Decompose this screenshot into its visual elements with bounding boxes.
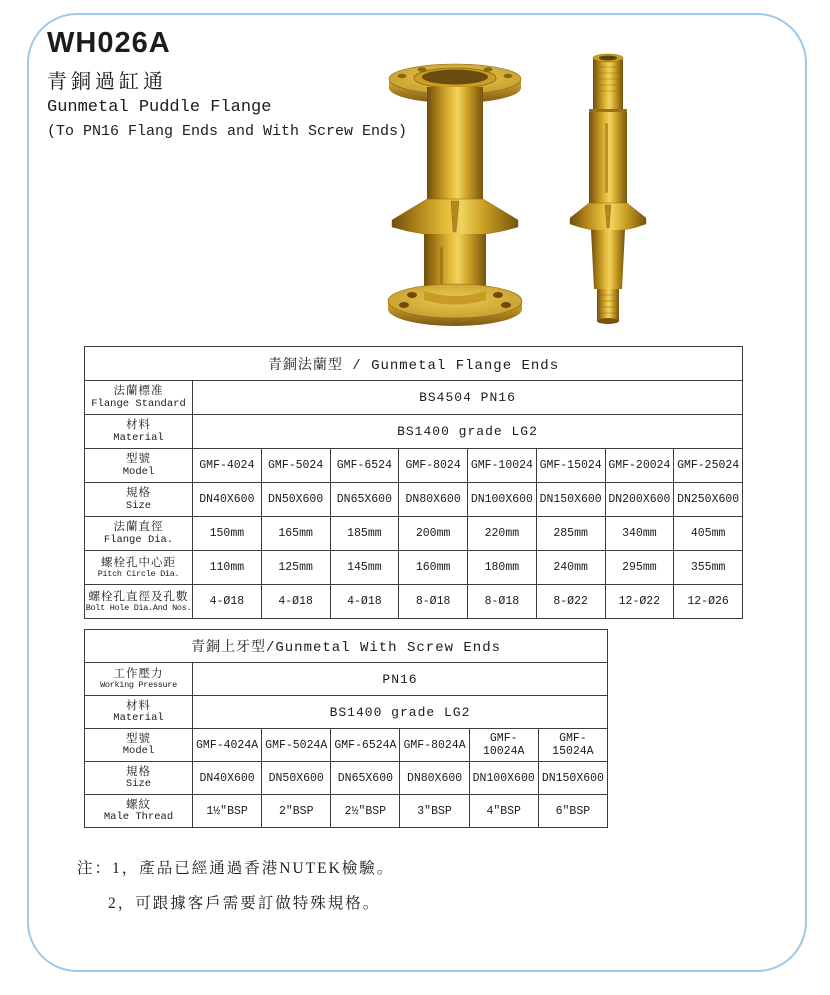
catalog-page (27, 13, 807, 972)
cell-value: DN40X600 (193, 762, 262, 795)
cell-value: GMF-15024A (538, 729, 607, 762)
cell-value: DN50X600 (262, 762, 331, 795)
spec-table-screw-ends (84, 629, 608, 828)
row-label: 材料 Material (85, 415, 193, 449)
product-photo-svg (377, 51, 679, 331)
row-span-value: BS4504 PN16 (193, 381, 743, 415)
cell-value: DN40X600 (193, 483, 262, 517)
cell-value: GMF-10024A (469, 729, 538, 762)
cell-value: 180mm (468, 551, 537, 585)
cell-value: 1½″BSP (193, 795, 262, 828)
cell-value: GMF-15024 (536, 449, 605, 483)
note-line-1: 注：1，產品已經通過香港NUTEK檢驗。 (77, 860, 395, 877)
cell-value: GMF-4024 (193, 449, 262, 483)
cell-value: 295mm (605, 551, 674, 585)
cell-value: 4″BSP (469, 795, 538, 828)
cell-value: 4-Ø18 (193, 585, 262, 619)
row-label: 法蘭標准 Flange Standard (85, 381, 193, 415)
row-span-value: BS1400 grade LG2 (193, 696, 608, 729)
cell-value: 160mm (399, 551, 468, 585)
cell-value: 185mm (330, 517, 399, 551)
cell-value: 3″BSP (400, 795, 469, 828)
row-span-value: PN16 (193, 663, 608, 696)
product-title-en: Gunmetal Puddle Flange (47, 98, 272, 117)
cell-value: 200mm (399, 517, 468, 551)
cell-value: DN65X600 (330, 483, 399, 517)
product-title-zh: 青銅過缸通 (47, 71, 167, 93)
cell-value: DN150X600 (538, 762, 607, 795)
cell-value: 2″BSP (262, 795, 331, 828)
cell-value: 125mm (261, 551, 330, 585)
table-title: 青銅上牙型/Gunmetal With Screw Ends (85, 630, 608, 663)
cell-value: 165mm (261, 517, 330, 551)
cell-value: 240mm (536, 551, 605, 585)
cell-value: 12-Ø26 (674, 585, 743, 619)
cell-value: DN65X600 (331, 762, 400, 795)
cell-value: 110mm (193, 551, 262, 585)
row-label: 材料 Material (85, 696, 193, 729)
cell-value: 6″BSP (538, 795, 607, 828)
row-label: 法蘭直徑 Flange Dia. (85, 517, 193, 551)
cell-value: 285mm (536, 517, 605, 551)
cell-value: 8-Ø22 (536, 585, 605, 619)
flanged-product (388, 64, 522, 326)
cell-value: 12-Ø22 (605, 585, 674, 619)
row-label: 規格 Size (85, 483, 193, 517)
cell-value: GMF-6524 (330, 449, 399, 483)
page-header (47, 27, 407, 140)
cell-value: GMF-20024 (605, 449, 674, 483)
row-label: 型號 Model (85, 729, 193, 762)
row-span-value: BS1400 grade LG2 (193, 415, 743, 449)
cell-value: DN80X600 (399, 483, 468, 517)
cell-value: DN150X600 (536, 483, 605, 517)
cell-value: 405mm (674, 517, 743, 551)
spec-table-flange-ends (84, 346, 743, 619)
row-label: 螺栓孔直徑及孔數 Bolt Hole Dia.And Nos. (85, 585, 193, 619)
row-label: 工作壓力 Working Pressure (85, 663, 193, 696)
cell-value: GMF-6524A (331, 729, 400, 762)
spec-table (84, 629, 608, 828)
table-title: 青銅法蘭型 / Gunmetal Flange Ends (85, 347, 743, 381)
cell-value: GMF-10024 (468, 449, 537, 483)
cell-value: DN200X600 (605, 483, 674, 517)
cell-value: GMF-8024 (399, 449, 468, 483)
notes (77, 851, 394, 921)
product-subtitle: (To PN16 Flang Ends and With Screw Ends) (47, 123, 408, 140)
cell-value: DN80X600 (400, 762, 469, 795)
cell-value: DN250X600 (674, 483, 743, 517)
cell-value: 8-Ø18 (399, 585, 468, 619)
cell-value: 220mm (468, 517, 537, 551)
row-label: 型號 Model (85, 449, 193, 483)
cell-value: 340mm (605, 517, 674, 551)
product-photo (377, 51, 679, 331)
cell-value: DN50X600 (261, 483, 330, 517)
screw-end-product (570, 54, 646, 324)
spec-table (84, 346, 743, 619)
cell-value: GMF-8024A (400, 729, 469, 762)
cell-value: GMF-5024 (261, 449, 330, 483)
cell-value: 145mm (330, 551, 399, 585)
cell-value: 4-Ø18 (261, 585, 330, 619)
cell-value: GMF-25024 (674, 449, 743, 483)
row-label: 螺栓孔中心距 Pitch Circle Dia. (85, 551, 193, 585)
cell-value: 150mm (193, 517, 262, 551)
cell-value: DN100X600 (469, 762, 538, 795)
cell-value: 4-Ø18 (330, 585, 399, 619)
cell-value: GMF-5024A (262, 729, 331, 762)
row-label: 規格 Size (85, 762, 193, 795)
cell-value: 2½″BSP (331, 795, 400, 828)
row-label: 螺紋 Male Thread (85, 795, 193, 828)
note-line-2: 2，可跟據客戶需要訂做特殊規格。 (108, 895, 381, 912)
cell-value: 8-Ø18 (468, 585, 537, 619)
cell-value: DN100X600 (468, 483, 537, 517)
product-code: WH026A (47, 27, 171, 59)
cell-value: 355mm (674, 551, 743, 585)
cell-value: GMF-4024A (193, 729, 262, 762)
